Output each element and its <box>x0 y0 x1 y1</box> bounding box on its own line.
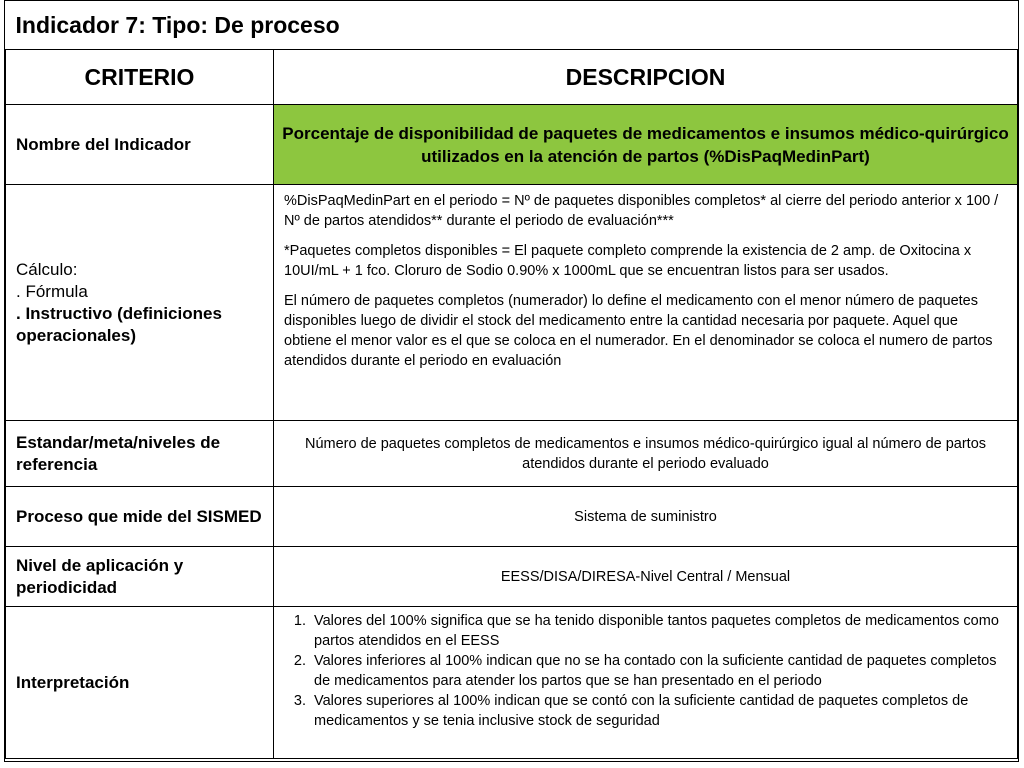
row-estandar <box>6 421 1018 487</box>
calculo-paragraph: El número de paquetes completos (numerador) lo define el medicamento con el menor número de paquetes disponibles luego de dividir el stock del medicamento entre la cantidad necesaria por paquete. Aquel que obtiene el menor valor es el que se coloca en el numerador. En el denominador se coloca el numero de partos atendidos durante el periodo en evaluación <box>284 293 993 369</box>
header-descripcion: DESCRIPCION <box>274 50 1018 105</box>
row-proceso <box>6 487 1018 547</box>
list-item: 3. Valores superiores al 100% indican que se contó con la suficiente cantidad de paquetes completos de medicamentos y se tenia inclusive stock de seguridad <box>310 691 1007 731</box>
nivel-label: Nivel de aplicación y periodicidad <box>6 547 274 607</box>
page-title: Indicador 7: Tipo: De proceso <box>6 1 1018 50</box>
list-item: 1. Valores del 100% significa que se ha tenido disponible tantos paquetes completos de medicamentos como partos atendidos en el EESS <box>310 611 1007 651</box>
header-row <box>6 50 1018 105</box>
title-row <box>6 1 1018 50</box>
calculo-label-line: . Instructivo (definiciones operacionales) <box>16 303 222 345</box>
interpretacion-label: Interpretación <box>6 607 274 759</box>
nombre-label: Nombre del Indicador <box>6 105 274 185</box>
calculo-description <box>274 185 1018 421</box>
proceso-value: Sistema de suministro <box>274 487 1018 547</box>
calculo-label-line: . Fórmula <box>16 281 88 301</box>
calculo-label-line: Cálculo: <box>16 259 78 279</box>
proceso-label: Proceso que mide del SISMED <box>6 487 274 547</box>
estandar-label: Estandar/meta/niveles de referencia <box>6 421 274 487</box>
row-nivel <box>6 547 1018 607</box>
row-calculo <box>6 185 1018 421</box>
list-item: 2. Valores inferiores al 100% indican que no se ha contado con la suficiente cantidad de paquetes completos de medicamentos para atender los partos que se han presentado en el periodo <box>310 651 1007 691</box>
indicator-table <box>5 1 1018 759</box>
calculo-paragraph: *Paquetes completos disponibles = El paquete completo comprende la existencia de 2 amp. de Oxitocina x 10UI/mL + 1 fco. Cloruro de Sodio 0.90% x 1000mL que se encuentran listos para ser usados. <box>284 243 972 279</box>
header-criterio: CRITERIO <box>6 50 274 105</box>
nombre-value: Porcentaje de disponibilidad de paquetes de medicamentos e insumos médico-quirúrgico utilizados en la atención de partos (%DisPaqMedinPart) <box>274 105 1018 185</box>
indicator-sheet <box>4 0 1019 762</box>
interpretacion-list <box>278 611 1007 731</box>
interpretacion-list-cell <box>274 607 1018 759</box>
estandar-value: Número de paquetes completos de medicamentos e insumos médico-quirúrgico igual al número de partos atendidos durante el periodo evaluado <box>274 421 1018 487</box>
nivel-value: EESS/DISA/DIRESA-Nivel Central / Mensual <box>274 547 1018 607</box>
calculo-paragraph: %DisPaqMedinPart en el periodo = Nº de paquetes disponibles completos* al cierre del periodo anterior x 100 / Nº de partos atendidos** durante el periodo de evaluación*** <box>284 193 999 229</box>
calculo-label <box>6 185 274 421</box>
row-nombre <box>6 105 1018 185</box>
row-interpretacion <box>6 607 1018 759</box>
